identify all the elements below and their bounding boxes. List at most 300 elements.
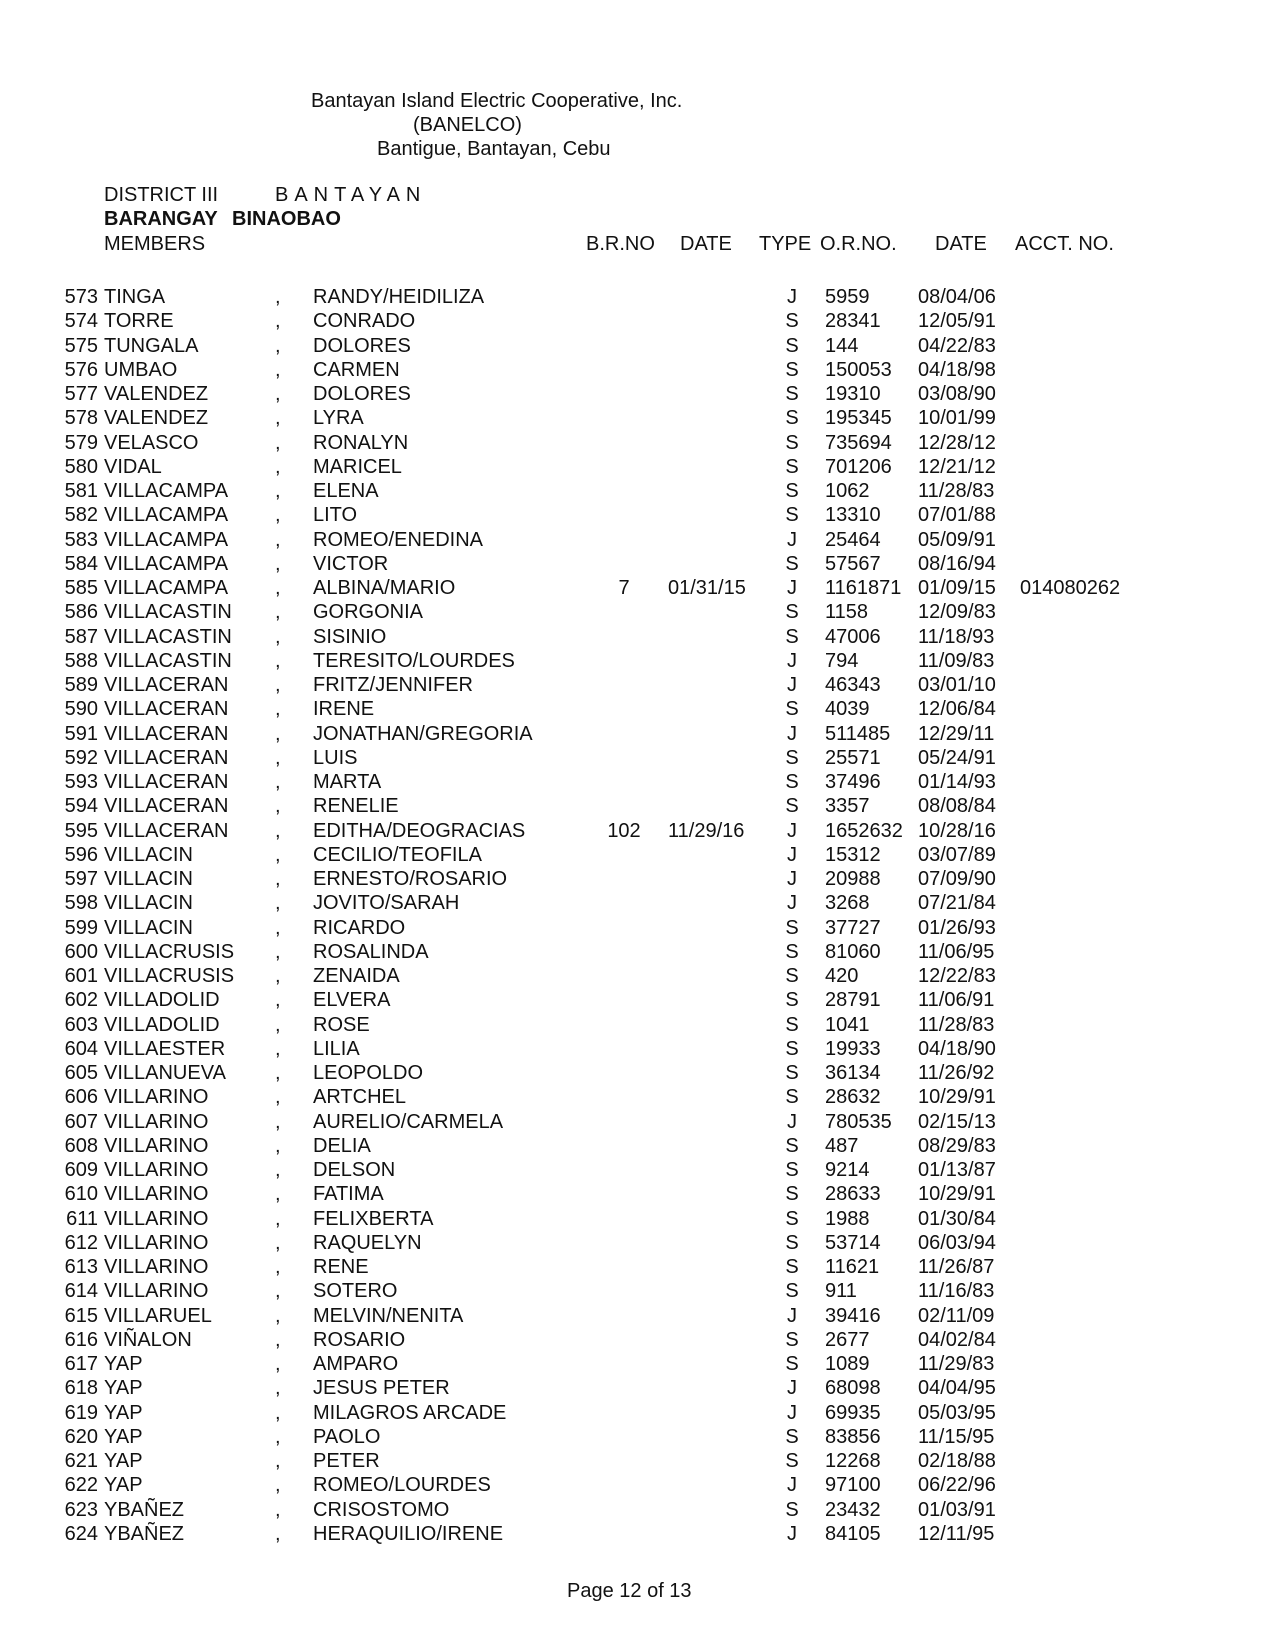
br-number: 7 <box>618 577 630 599</box>
first-name: PAOLO <box>313 1425 381 1448</box>
table-row <box>0 382 1275 406</box>
or-number: 13310 <box>825 504 881 527</box>
last-name: VILLACERAN <box>104 746 229 769</box>
or-date: 01/30/84 <box>918 1207 996 1230</box>
first-name: RENELIE <box>313 795 399 818</box>
district-label: DISTRICT III <box>104 184 219 206</box>
or-number: 701206 <box>825 455 892 478</box>
barangay-name: BINAOBAO <box>232 208 341 230</box>
table-row <box>0 1279 1275 1303</box>
table-row <box>0 600 1275 624</box>
table-row <box>0 746 1275 770</box>
last-name: VILLARINO <box>104 1280 209 1303</box>
row-number: 605 <box>64 1062 98 1084</box>
table-row <box>0 819 1275 843</box>
or-date: 04/22/83 <box>918 334 996 357</box>
row-number: 578 <box>64 407 98 430</box>
last-name: VILLACASTIN <box>104 625 232 648</box>
membership-type: S <box>785 1328 799 1351</box>
last-name: VILLACERAN <box>104 698 229 721</box>
membership-type: J <box>787 1401 797 1424</box>
first-name: ZENAIDA <box>313 965 400 987</box>
membership-type: J <box>787 1304 797 1327</box>
row-number: 584 <box>64 552 98 575</box>
last-name: VILLARINO <box>104 1256 209 1278</box>
row-number: 606 <box>64 1086 98 1109</box>
table-row <box>0 867 1275 891</box>
page-number: Page 12 of 13 <box>567 1580 692 1602</box>
first-name: AMPARO <box>313 1353 399 1375</box>
membership-type: S <box>785 1256 799 1278</box>
or-number: 37496 <box>825 771 881 793</box>
membership-type: J <box>787 819 797 842</box>
or-date: 12/09/83 <box>918 601 996 624</box>
row-number: 616 <box>64 1328 98 1351</box>
name-separator: , <box>275 868 281 890</box>
last-name: VILLARINO <box>104 1159 209 1181</box>
name-separator: , <box>275 1425 281 1448</box>
membership-type: S <box>785 1450 799 1472</box>
table-row <box>0 1013 1275 1037</box>
last-name: YAP <box>104 1425 143 1448</box>
first-name: DOLORES <box>313 334 411 357</box>
table-row <box>0 1207 1275 1231</box>
or-date: 11/18/93 <box>918 625 995 648</box>
or-date: 12/29/11 <box>918 722 995 745</box>
last-name: VILLACERAN <box>104 819 229 842</box>
name-separator: , <box>275 1231 281 1254</box>
table-row <box>0 697 1275 721</box>
row-number: 595 <box>64 819 98 842</box>
membership-type: J <box>787 674 797 696</box>
name-separator: , <box>275 286 281 308</box>
or-date: 12/28/12 <box>918 431 996 454</box>
row-number: 607 <box>64 1110 98 1133</box>
last-name: YAP <box>104 1450 143 1472</box>
last-name: VIDAL <box>104 455 162 478</box>
first-name: PETER <box>313 1450 380 1472</box>
or-number: 69935 <box>825 1401 881 1424</box>
membership-type: S <box>785 625 799 648</box>
membership-type: S <box>785 746 799 769</box>
table-row <box>0 552 1275 576</box>
first-name: FRITZ/JENNIFER <box>313 674 473 696</box>
br-number: 102 <box>607 819 641 842</box>
table-row <box>0 722 1275 746</box>
first-name: JESUS PETER <box>313 1377 450 1400</box>
table-row <box>0 358 1275 382</box>
last-name: YAP <box>104 1377 143 1400</box>
table-row <box>0 1522 1275 1546</box>
name-separator: , <box>275 843 281 866</box>
name-separator: , <box>275 746 281 769</box>
row-number: 573 <box>64 286 98 308</box>
last-name: VILLARINO <box>104 1207 209 1230</box>
row-number: 624 <box>64 1522 98 1545</box>
or-date: 11/26/92 <box>918 1062 995 1084</box>
last-name: VILLARUEL <box>104 1304 212 1327</box>
row-number: 612 <box>64 1231 98 1254</box>
table-row <box>0 1037 1275 1061</box>
first-name: IRENE <box>313 698 375 721</box>
or-number: 150053 <box>825 358 892 381</box>
membership-type: J <box>787 1377 797 1400</box>
membership-type: S <box>785 383 799 405</box>
last-name: VELASCO <box>104 431 199 454</box>
membership-type: S <box>785 795 799 818</box>
or-date: 01/03/91 <box>918 1498 996 1521</box>
name-separator: , <box>275 1522 281 1545</box>
or-number: 53714 <box>825 1231 881 1254</box>
or-number: 511485 <box>825 722 891 745</box>
row-number: 622 <box>64 1474 98 1497</box>
row-number: 585 <box>64 577 98 599</box>
or-number: 25464 <box>825 528 881 551</box>
or-number: 15312 <box>825 843 881 866</box>
first-name: JOVITO/SARAH <box>313 892 460 915</box>
first-name: CECILIO/TEOFILA <box>313 843 482 866</box>
last-name: VILLACIN <box>104 916 193 939</box>
last-name: VILLARINO <box>104 1110 209 1133</box>
last-name: VILLACAMPA <box>104 528 229 551</box>
membership-type: S <box>785 310 799 333</box>
name-separator: , <box>275 722 281 745</box>
name-separator: , <box>275 1207 281 1230</box>
or-date: 02/18/88 <box>918 1450 996 1472</box>
or-date: 01/13/87 <box>918 1159 996 1181</box>
or-number: 23432 <box>825 1498 881 1521</box>
name-separator: , <box>275 1037 281 1060</box>
row-number: 593 <box>64 771 98 793</box>
table-row <box>0 1085 1275 1109</box>
first-name: DELSON <box>313 1159 396 1181</box>
or-date: 12/05/91 <box>918 310 996 333</box>
or-number: 4039 <box>825 698 870 721</box>
table-row <box>0 1061 1275 1085</box>
or-date: 07/21/84 <box>918 892 996 915</box>
or-number: 19933 <box>825 1037 881 1060</box>
name-separator: , <box>275 1353 281 1375</box>
table-row <box>0 794 1275 818</box>
table-row <box>0 406 1275 430</box>
or-date: 07/09/90 <box>918 868 996 890</box>
or-number: 735694 <box>825 431 892 454</box>
org-name: Bantayan Island Electric Cooperative, Inc. <box>311 90 683 112</box>
membership-type: S <box>785 1425 799 1448</box>
membership-type: S <box>785 552 799 575</box>
membership-type: J <box>787 892 797 915</box>
membership-type: J <box>787 1110 797 1133</box>
last-name: TUNGALA <box>104 334 199 357</box>
name-separator: , <box>275 674 281 696</box>
first-name: MILAGROS ARCADE <box>313 1401 507 1424</box>
membership-type: S <box>785 916 799 939</box>
first-name: ROMEO/ENEDINA <box>313 528 484 551</box>
or-date: 11/28/83 <box>918 480 995 502</box>
name-separator: , <box>275 358 281 381</box>
first-name: MARICEL <box>313 455 402 478</box>
row-number: 604 <box>64 1037 98 1060</box>
or-number: 47006 <box>825 625 881 648</box>
membership-type: S <box>785 334 799 357</box>
name-separator: , <box>275 383 281 405</box>
table-row <box>0 1182 1275 1206</box>
column-header-br-no: B.R.NO <box>586 233 655 255</box>
membership-type: J <box>787 286 797 308</box>
table-row <box>0 891 1275 915</box>
last-name: VILLACRUSIS <box>104 965 235 987</box>
table-row <box>0 1449 1275 1473</box>
name-separator: , <box>275 625 281 648</box>
membership-type: S <box>785 940 799 963</box>
first-name: TERESITO/LOURDES <box>313 649 515 672</box>
last-name: VALENDEZ <box>104 383 209 405</box>
membership-type: S <box>785 989 799 1012</box>
or-number: 28632 <box>825 1086 881 1109</box>
first-name: LILIA <box>313 1037 360 1060</box>
name-separator: , <box>275 1159 281 1181</box>
row-number: 609 <box>64 1159 98 1181</box>
table-row <box>0 988 1275 1012</box>
first-name: SOTERO <box>313 1280 398 1303</box>
or-number: 1062 <box>825 480 870 502</box>
table-row <box>0 1304 1275 1328</box>
or-number: 1158 <box>825 601 869 624</box>
last-name: VILLACERAN <box>104 771 229 793</box>
membership-type: J <box>787 722 797 745</box>
or-number: 81060 <box>825 940 881 963</box>
or-number: 3268 <box>825 892 870 915</box>
or-date: 11/15/95 <box>918 1425 995 1448</box>
or-date: 10/29/91 <box>918 1183 996 1206</box>
row-number: 592 <box>64 746 98 769</box>
or-number: 9214 <box>825 1159 870 1181</box>
or-number: 144 <box>825 334 859 357</box>
membership-type: S <box>785 480 799 502</box>
or-date: 05/03/95 <box>918 1401 996 1424</box>
table-row <box>0 1255 1275 1279</box>
first-name: LYRA <box>313 407 364 430</box>
or-number: 1161871 <box>825 577 902 599</box>
or-date: 11/29/83 <box>918 1353 995 1375</box>
membership-type: S <box>785 601 799 624</box>
membership-type: J <box>787 577 797 599</box>
first-name: EDITHA/DEOGRACIAS <box>313 819 526 842</box>
first-name: CONRADO <box>313 310 416 333</box>
first-name: FATIMA <box>313 1183 384 1206</box>
last-name: YAP <box>104 1474 143 1497</box>
first-name: GORGONIA <box>313 601 424 624</box>
last-name: VILLARINO <box>104 1086 209 1109</box>
row-number: 619 <box>64 1401 98 1424</box>
first-name: SISINIO <box>313 625 387 648</box>
row-number: 577 <box>64 383 98 405</box>
or-number: 3357 <box>825 795 870 818</box>
last-name: YAP <box>104 1401 143 1424</box>
column-header-acct-no: ACCT. NO. <box>1015 233 1114 255</box>
or-date: 12/21/12 <box>918 455 996 478</box>
membership-type: S <box>785 1353 799 1375</box>
row-number: 575 <box>64 334 98 357</box>
first-name: ROMEO/LOURDES <box>313 1474 491 1497</box>
table-row <box>0 334 1275 358</box>
table-row <box>0 503 1275 527</box>
last-name: TORRE <box>104 310 174 333</box>
membership-type: S <box>785 1207 799 1230</box>
row-number: 613 <box>64 1256 98 1278</box>
table-row <box>0 1498 1275 1522</box>
row-number: 580 <box>64 455 98 478</box>
or-date: 11/06/91 <box>918 989 995 1012</box>
membership-type: J <box>787 1474 797 1497</box>
or-date: 12/22/83 <box>918 965 996 987</box>
name-separator: , <box>275 528 281 551</box>
name-separator: , <box>275 771 281 793</box>
or-date: 03/08/90 <box>918 383 996 405</box>
or-number: 20988 <box>825 868 881 890</box>
name-separator: , <box>275 1086 281 1109</box>
name-separator: , <box>275 1256 281 1278</box>
last-name: VILLACAMPA <box>104 504 229 527</box>
name-separator: , <box>275 1110 281 1133</box>
last-name: YBAÑEZ <box>104 1522 185 1545</box>
or-date: 10/28/16 <box>918 819 996 842</box>
first-name: FELIXBERTA <box>313 1207 434 1230</box>
membership-type: S <box>785 1280 799 1303</box>
barangay-label: BARANGAY <box>104 208 218 230</box>
row-number: 587 <box>64 625 98 648</box>
or-date: 04/18/98 <box>918 358 996 381</box>
name-separator: , <box>275 455 281 478</box>
or-date: 01/09/15 <box>918 577 996 599</box>
last-name: VILLACRUSIS <box>104 940 235 963</box>
last-name: VIÑALON <box>104 1328 192 1351</box>
or-date: 08/04/06 <box>918 286 996 308</box>
row-number: 579 <box>64 431 98 454</box>
name-separator: , <box>275 698 281 721</box>
membership-type: S <box>785 1498 799 1521</box>
or-number: 57567 <box>825 552 881 575</box>
last-name: VILLAESTER <box>104 1037 226 1060</box>
name-separator: , <box>275 649 281 672</box>
table-row <box>0 285 1275 309</box>
first-name: CRISOSTOMO <box>313 1498 450 1521</box>
row-number: 589 <box>64 674 98 696</box>
name-separator: , <box>275 1450 281 1472</box>
row-number: 594 <box>64 795 98 818</box>
last-name: VALENDEZ <box>104 407 209 430</box>
first-name: RAQUELYN <box>313 1231 422 1254</box>
first-name: ELENA <box>313 480 379 502</box>
name-separator: , <box>275 1013 281 1036</box>
first-name: ROSALINDA <box>313 940 429 963</box>
last-name: VILLACERAN <box>104 795 229 818</box>
or-date: 06/03/94 <box>918 1231 996 1254</box>
or-date: 11/09/83 <box>918 649 995 672</box>
or-number: 46343 <box>825 674 881 696</box>
column-header-br-date: DATE <box>680 233 732 255</box>
or-number: 28791 <box>825 989 881 1012</box>
first-name: LITO <box>313 504 358 527</box>
name-separator: , <box>275 892 281 915</box>
membership-type: J <box>787 649 797 672</box>
or-date: 10/29/91 <box>918 1086 996 1109</box>
last-name: VILLACASTIN <box>104 601 232 624</box>
row-number: 598 <box>64 892 98 915</box>
name-separator: , <box>275 407 281 430</box>
or-number: 1041 <box>825 1013 870 1036</box>
or-date: 06/22/96 <box>918 1474 996 1497</box>
name-separator: , <box>275 504 281 527</box>
or-number: 19310 <box>825 383 881 405</box>
table-row <box>0 479 1275 503</box>
row-number: 610 <box>64 1183 98 1206</box>
or-number: 83856 <box>825 1425 881 1448</box>
or-date: 11/28/83 <box>918 1013 995 1036</box>
or-date: 07/01/88 <box>918 504 996 527</box>
membership-type: S <box>785 431 799 454</box>
or-date: 08/29/83 <box>918 1134 996 1157</box>
membership-type: S <box>785 698 799 721</box>
name-separator: , <box>275 916 281 939</box>
or-date: 01/14/93 <box>918 771 996 793</box>
last-name: VILLACASTIN <box>104 649 232 672</box>
name-separator: , <box>275 989 281 1012</box>
last-name: TINGA <box>104 286 166 308</box>
row-number: 614 <box>64 1280 98 1303</box>
account-number: 014080262 <box>1020 577 1121 599</box>
or-number: 12268 <box>825 1450 881 1472</box>
last-name: VILLARINO <box>104 1231 209 1254</box>
first-name: RENE <box>313 1256 369 1278</box>
last-name: VILLACERAN <box>104 674 229 696</box>
first-name: LEOPOLDO <box>313 1062 424 1084</box>
name-separator: , <box>275 480 281 502</box>
row-number: 590 <box>64 698 98 721</box>
or-date: 10/01/99 <box>918 407 996 430</box>
or-date: 11/06/95 <box>918 940 995 963</box>
name-separator: , <box>275 552 281 575</box>
or-number: 911 <box>825 1280 857 1303</box>
or-date: 02/15/13 <box>918 1110 996 1133</box>
table-row <box>0 673 1275 697</box>
or-number: 1089 <box>825 1353 870 1375</box>
or-number: 28341 <box>825 310 881 333</box>
table-row <box>0 964 1275 988</box>
name-separator: , <box>275 601 281 624</box>
last-name: VILLACIN <box>104 892 193 915</box>
membership-type: S <box>785 1231 799 1254</box>
table-row <box>0 916 1275 940</box>
or-date: 11/26/87 <box>918 1256 995 1278</box>
or-date: 12/06/84 <box>918 698 996 721</box>
table-row <box>0 455 1275 479</box>
name-separator: , <box>275 1377 281 1400</box>
last-name: YAP <box>104 1353 143 1375</box>
or-number: 780535 <box>825 1110 892 1133</box>
column-header-type: TYPE <box>759 233 812 255</box>
last-name: VILLACIN <box>104 843 193 866</box>
row-number: 602 <box>64 989 98 1012</box>
or-number: 36134 <box>825 1062 881 1084</box>
or-date: 05/09/91 <box>918 528 996 551</box>
first-name: DOLORES <box>313 383 411 405</box>
or-number: 5959 <box>825 286 870 308</box>
first-name: JONATHAN/GREGORIA <box>313 722 533 745</box>
row-number: 581 <box>64 480 98 502</box>
row-number: 608 <box>64 1134 98 1157</box>
name-separator: , <box>275 1328 281 1351</box>
